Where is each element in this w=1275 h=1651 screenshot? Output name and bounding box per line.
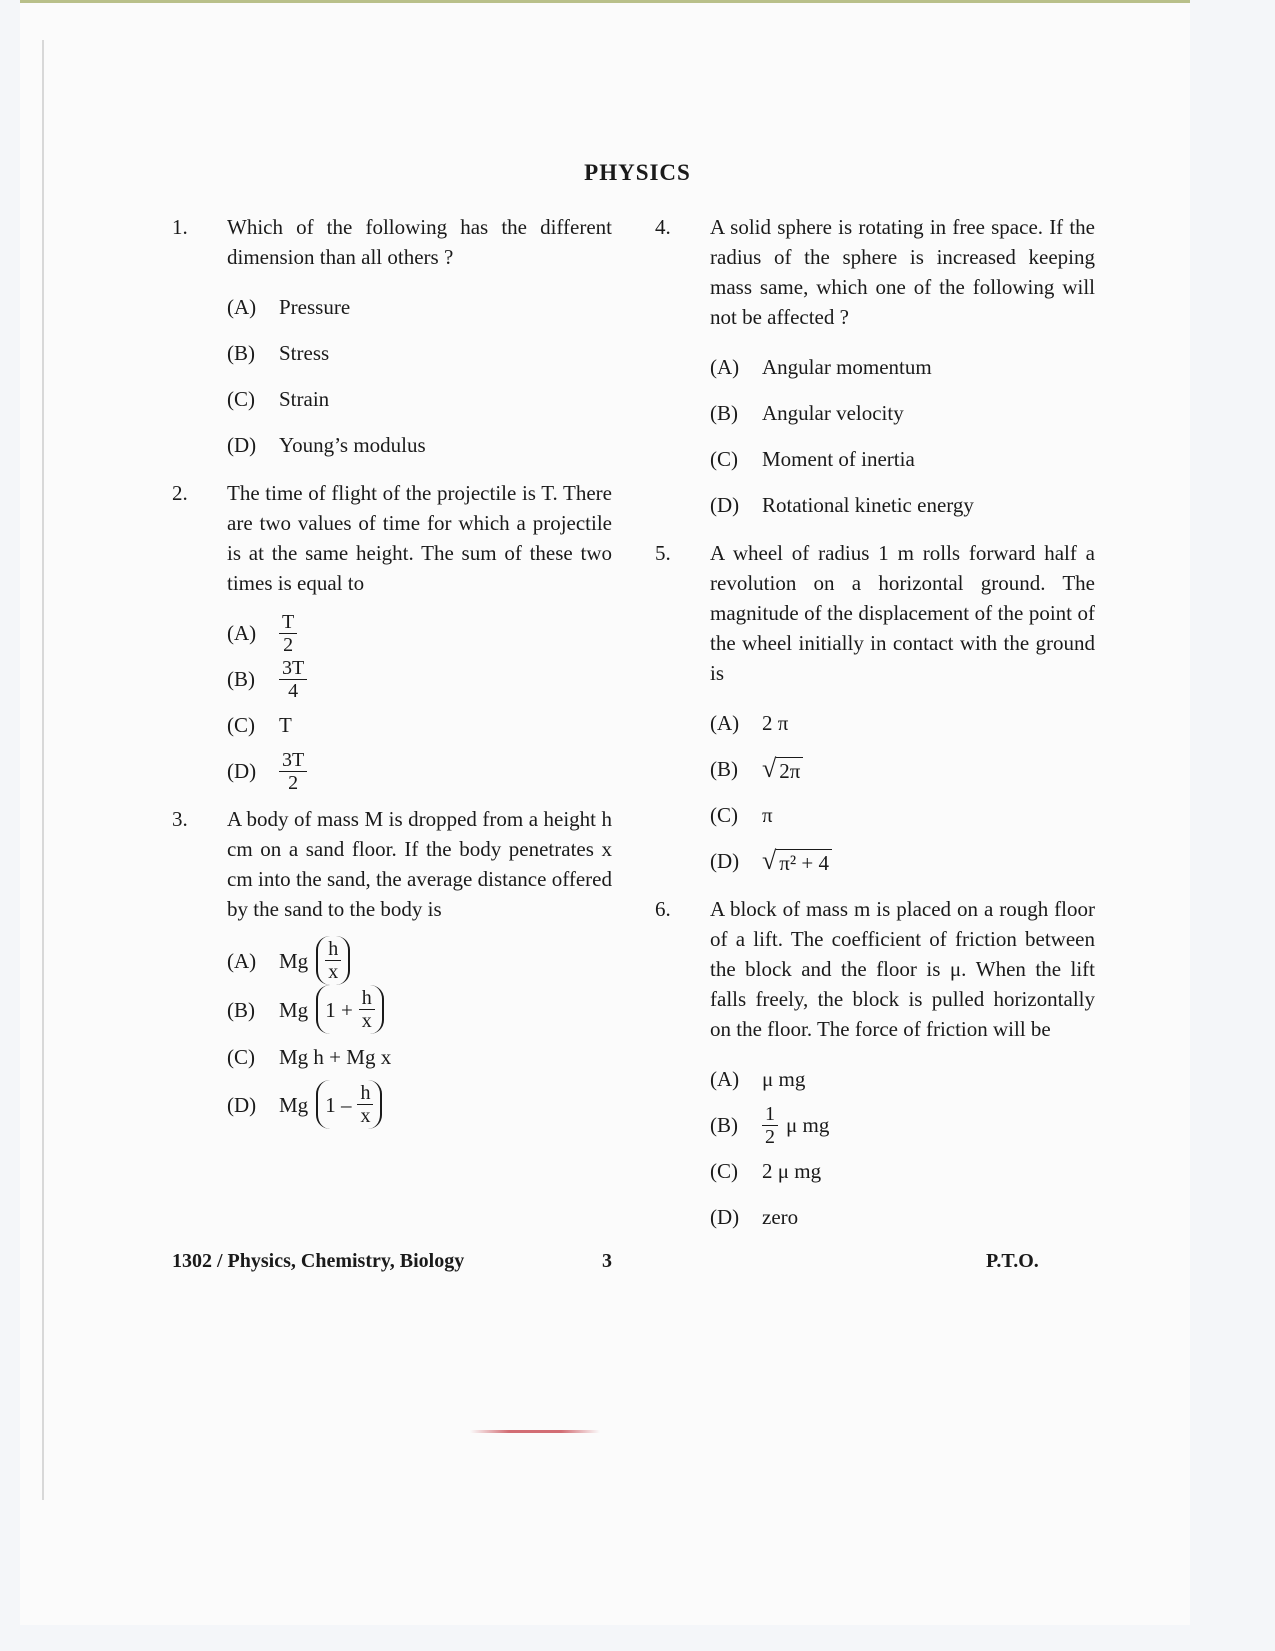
option-item <box>227 422 612 468</box>
radical-sign-icon: √ <box>762 754 777 783</box>
page-fold-edge <box>42 40 44 1500</box>
fraction-numerator: 3T <box>279 657 307 680</box>
question-number: 6. <box>655 897 671 921</box>
option-list <box>710 1056 1095 1240</box>
question-block <box>172 804 612 1129</box>
math-prefix: Mg <box>279 1092 309 1117</box>
question-stem: A block of mass m is placed on a rough floor of a lift. The coefficient of friction between the block and the floor is μ. When the lift falls freely, the block is pulled horizontally on the floor. The force of friction will be <box>710 897 1095 1041</box>
question-stem: Which of the following has the different dimension than all others ? <box>227 215 612 269</box>
option-list <box>710 344 1095 528</box>
option-item <box>710 390 1095 436</box>
option-label: (C) <box>227 387 255 411</box>
option-item <box>710 838 1095 884</box>
option-value: μ mg <box>762 1067 806 1091</box>
question-number: 4. <box>655 215 671 239</box>
option-item <box>227 1080 612 1129</box>
fraction-denominator: 4 <box>288 679 299 702</box>
footer-pto: P.T.O. <box>986 1250 1039 1272</box>
option-item <box>227 702 612 748</box>
option-text <box>279 936 350 985</box>
option-list <box>227 610 612 794</box>
option-item <box>710 1102 1095 1148</box>
fraction-numerator: 3T <box>279 749 307 772</box>
option-item <box>710 436 1095 482</box>
option-item <box>710 1148 1095 1194</box>
option-list <box>227 284 612 468</box>
option-text <box>279 430 426 460</box>
scan-top-edge <box>20 0 1190 3</box>
option-text <box>762 444 915 474</box>
fraction-numerator: h <box>357 1082 373 1105</box>
option-text <box>762 352 932 382</box>
option-text <box>762 800 773 830</box>
parenthesized-expression <box>316 985 384 1034</box>
option-label: (B) <box>710 401 738 425</box>
option-item <box>710 482 1095 528</box>
question-block <box>655 894 1095 1240</box>
option-item <box>710 1194 1095 1240</box>
option-text <box>762 708 788 738</box>
option-text <box>279 749 307 794</box>
option-label: (C) <box>227 713 255 737</box>
option-value: Strain <box>279 387 330 411</box>
option-label: (B) <box>227 667 255 691</box>
option-text <box>279 710 292 740</box>
option-label: (A) <box>227 295 257 319</box>
option-label: (D) <box>227 1092 257 1117</box>
option-text <box>279 384 329 414</box>
fraction <box>359 987 375 1032</box>
option-label: (C) <box>710 1159 738 1183</box>
option-label: (D) <box>227 759 257 783</box>
option-text <box>279 338 329 368</box>
fraction-denominator: x <box>361 1010 372 1032</box>
page-number: 3 <box>602 1250 612 1272</box>
option-value: Mg h + Mg x <box>279 1045 392 1069</box>
option-text <box>279 1042 391 1072</box>
square-root <box>762 754 803 784</box>
option-list <box>227 936 612 1129</box>
question-stem: A body of mass M is dropped from a height h cm on a sand floor. If the body penetrates x cm into the sand, the average distance offered by the sand to the body is <box>227 807 612 921</box>
fraction <box>279 749 307 794</box>
question-block <box>172 212 612 468</box>
option-text <box>762 490 974 520</box>
fraction <box>279 611 297 656</box>
math-inner: 1 + <box>325 997 353 1022</box>
left-column <box>172 212 612 1139</box>
fraction-numerator: 1 <box>762 1103 778 1126</box>
fraction-numerator: h <box>359 987 375 1010</box>
question-number: 5. <box>655 541 671 565</box>
option-text <box>762 398 904 428</box>
option-value: Pressure <box>279 295 351 319</box>
option-item <box>227 376 612 422</box>
footer-code: 1302 / Physics, Chemistry, Biology <box>172 1250 465 1272</box>
option-text <box>762 1103 829 1148</box>
option-value: Moment of inertia <box>762 447 915 471</box>
option-text <box>279 657 307 702</box>
option-item <box>227 656 612 702</box>
option-text <box>762 1156 821 1186</box>
option-label: (C) <box>227 1045 255 1069</box>
math-prefix: Mg <box>279 948 309 973</box>
math-suffix: μ mg <box>786 1113 830 1137</box>
option-item <box>227 284 612 330</box>
square-root <box>762 846 832 876</box>
math-prefix: Mg <box>279 997 309 1022</box>
option-item <box>227 936 612 985</box>
option-item <box>227 1034 612 1080</box>
option-value: 2 μ mg <box>762 1159 822 1183</box>
radicand: π² + 4 <box>776 849 832 876</box>
question-number: 2. <box>172 481 188 505</box>
fraction <box>325 938 341 983</box>
option-label: (C) <box>710 803 738 827</box>
option-label: (B) <box>227 997 255 1022</box>
option-label: (A) <box>710 711 740 735</box>
option-text <box>762 1202 798 1232</box>
option-label: (A) <box>227 621 257 645</box>
option-value: π <box>762 803 773 827</box>
option-item <box>710 1056 1095 1102</box>
parenthesized-expression <box>316 1080 382 1129</box>
option-label: (D) <box>710 849 740 873</box>
option-label: (D) <box>227 433 257 457</box>
option-item <box>227 610 612 656</box>
option-label: (A) <box>710 1067 740 1091</box>
option-text <box>762 754 803 784</box>
option-text <box>279 292 350 322</box>
radicand: 2π <box>776 757 803 784</box>
fraction <box>762 1103 778 1148</box>
fraction-denominator: x <box>328 961 339 983</box>
option-value: zero <box>762 1205 799 1229</box>
right-column <box>655 212 1095 1250</box>
ink-mark <box>470 1430 600 1433</box>
option-item <box>710 792 1095 838</box>
question-stem: A solid sphere is rotating in free space. If the radius of the sphere is increased keeping mass same, which one of the following will not be affected ? <box>710 215 1095 329</box>
fraction-numerator: h <box>325 938 341 961</box>
option-item <box>710 700 1095 746</box>
option-value: Angular velocity <box>762 401 904 425</box>
option-label: (B) <box>227 341 255 365</box>
fraction-denominator: x <box>360 1105 371 1127</box>
option-item <box>710 344 1095 390</box>
option-item <box>227 748 612 794</box>
option-value: Young’s modulus <box>279 433 426 457</box>
section-heading: PHYSICS <box>584 160 691 185</box>
option-label: (A) <box>227 948 257 973</box>
option-value: Stress <box>279 341 330 365</box>
option-value: Angular momentum <box>762 355 932 379</box>
question-block <box>655 212 1095 528</box>
fraction-denominator: 2 <box>765 1125 775 1148</box>
option-label: (D) <box>710 493 740 517</box>
option-text <box>762 846 832 876</box>
option-text <box>279 611 297 656</box>
option-label: (A) <box>710 355 740 379</box>
fraction <box>357 1082 373 1127</box>
option-text <box>762 1064 805 1094</box>
option-label: (D) <box>710 1205 740 1229</box>
option-value: Rotational kinetic energy <box>762 493 974 517</box>
option-item <box>710 746 1095 792</box>
question-block <box>172 478 612 794</box>
option-item <box>227 985 612 1034</box>
question-number: 1. <box>172 215 188 239</box>
fraction-denominator: 2 <box>283 633 294 656</box>
option-text <box>279 985 384 1034</box>
fraction-denominator: 2 <box>288 771 299 794</box>
option-label: (C) <box>710 447 738 471</box>
fraction <box>279 657 307 702</box>
radical-sign-icon: √ <box>762 846 777 875</box>
option-value: T <box>279 713 292 737</box>
option-item <box>227 330 612 376</box>
math-inner: 1 – <box>325 1092 352 1117</box>
option-list <box>710 700 1095 884</box>
option-text <box>279 1080 382 1129</box>
fraction-numerator: T <box>279 611 297 634</box>
question-block <box>655 538 1095 884</box>
option-label: (B) <box>710 757 738 781</box>
question-stem: A wheel of radius 1 m rolls forward half a revolution on a horizontal ground. The magnitude of the displacement of the point of the wheel initially in contact with the ground is <box>710 541 1095 685</box>
question-number: 3. <box>172 807 188 831</box>
option-label: (B) <box>710 1113 738 1137</box>
parenthesized-expression <box>316 936 350 985</box>
question-stem: The time of flight of the projectile is T. There are two values of time for which a projectile is at the same height. The sum of these two times is equal to <box>227 481 612 595</box>
option-value: 2 π <box>762 711 789 735</box>
